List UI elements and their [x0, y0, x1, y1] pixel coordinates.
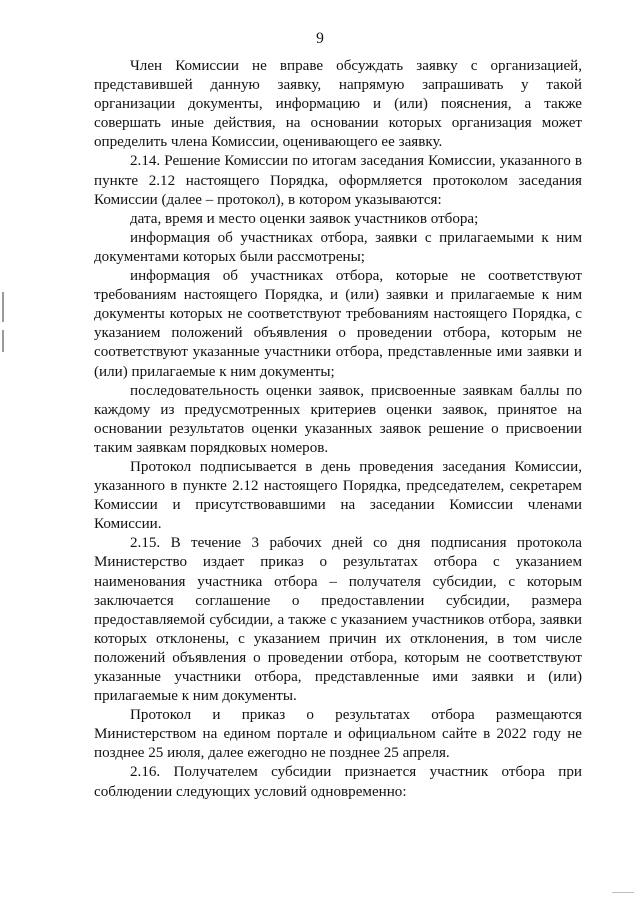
paragraph-commission-member-restriction: Член Комиссии не вправе обсуждать заявку с организацией, представившей данную заявку, напрямую запрашивать у такой организации документы, информацию и (или) пояснения, а также совершать иные действия, на основании которых организация может определить члена Комиссии, оценивающего ее заявку. — [94, 58, 582, 151]
paragraph-date-time-place: дата, время и место оценки заявок участников отбора; — [130, 210, 479, 227]
document-body — [94, 57, 582, 802]
paragraph-2-14-protocol: 2.14. Решение Комиссии по итогам заседания Комиссии, указанного в пункте 2.12 настоящего Порядка, оформляется протоколом заседания Комиссии (далее – протокол), в котором указываются: — [94, 153, 582, 208]
paragraph-publication: Протокол и приказ о результатах отбора размещаются Министерством на едином портале и официальном сайте в 2022 году не позднее 25 июля, далее ежегодно не позднее 25 апреля. — [94, 707, 582, 762]
scan-corner-mark — [612, 892, 634, 893]
page-number: 9 — [316, 30, 324, 47]
scan-margin-mark-bottom — [2, 330, 4, 352]
paragraph-evaluation-sequence: последовательность оценки заявок, присвоенные заявкам баллы по каждому из предусмотренных критериев оценки заявок, принятое на основании результатов оценки указанных заявок решение о присвоении таким заявкам порядковых номеров. — [94, 382, 582, 456]
scan-margin-mark-top — [2, 292, 4, 322]
paragraph-participants-info: информация об участниках отбора, заявки с прилагаемыми к ним документами которых были рассмотрены; — [94, 229, 582, 265]
paragraph-non-compliant-participants: информация об участниках отбора, которые не соответствуют требованиям настоящего Порядка, и (или) заявки и прилагаемые к ним документы которых не соответствуют требованиям настоящего Порядка, с указанием положений объявления о проведении отбора, которым не соответствуют указанные участники отбора, представленные ими заявки и (или) прилагаемые к ним документы; — [94, 268, 582, 380]
paragraph-2-16-recipient-conditions: 2.16. Получателем субсидии признается участник отбора при соблюдении следующих условий одновременно: — [94, 764, 582, 800]
paragraph-protocol-signing: Протокол подписывается в день проведения заседания Комиссии, указанного в пункте 2.12 настоящего Порядка, председателем, секретарем Комиссии и присутствовавшими на заседании Комиссии членами Комиссии. — [94, 458, 582, 533]
paragraph-2-15-ministry-order: 2.15. В течение 3 рабочих дней со дня подписания протокола Министерство издает приказ о результатах отбора с указанием наименования участника отбора – получателя субсидии, с которым заключается соглашение о предоставлении субсидии, размера предоставляемой субсидии, а также с указанием участников отбора, заявки которых отклонены, с указанием причин их отклонения, в том числе положений объявления о проведении отбора, которым не соответствуют указанные участники отбора, представленные ими заявки и (или) прилагаемые к ним документы. — [94, 535, 582, 705]
